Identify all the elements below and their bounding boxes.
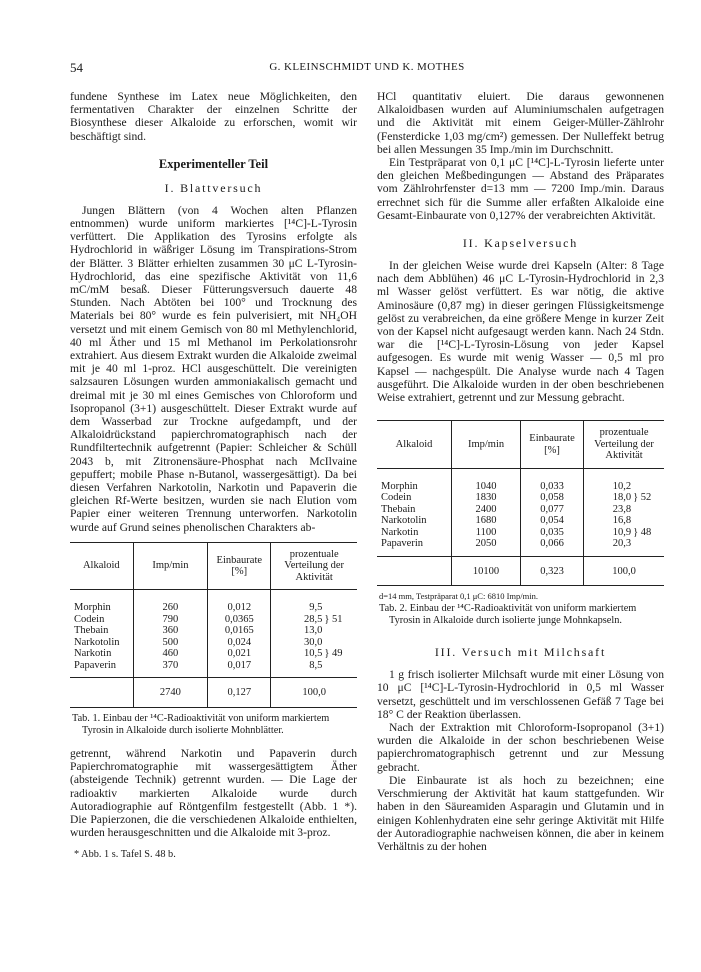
- table-cell: 500: [133, 637, 208, 649]
- test-preparation-paragraph: Ein Testpräparat von 0,1 μC [¹⁴C]-L-Tyrosin lieferte unter den gleichen Meßbedingungen — Abstand des Präparates vom Zählrohrfenster d=13 mm — 7200 Imp./min. Daraus errechnet sich für die Summe aller erfaßten Alkaloide eine Gesamt-Einbaurate von 0,127% der verabreichten Aktivität.: [377, 156, 664, 222]
- table-cell: 10,2: [584, 468, 664, 492]
- table-cell: 0,012: [208, 590, 271, 614]
- table-cell: Codein: [74, 613, 105, 625]
- page-number: 54: [70, 60, 83, 75]
- table-2: [377, 420, 664, 586]
- table-row: [377, 527, 664, 539]
- table-header: prozentuale Verteilung der Aktivität: [584, 421, 664, 468]
- incorporation-paragraph: Die Einbaurate ist als hoch zu bezeichnen; eine Verschmierung der Aktivität hat kaum stattgefunden. Wir haben in den Säureamiden Asparagin und Glutamin und in einigen Kohlenhydraten eine sehr geringe Aktivität mit Hilfe der Autoradiographie nachweisen können, die aber in keinem Verhältnis zu der hohen: [377, 773, 664, 853]
- table-header: Einbaurate [%]: [208, 543, 271, 590]
- capsule-paragraph: In der gleichen Weise wurde drei Kapseln (Alter: 8 Tage nach dem Abblühen) 46 μC L-Tyrosin-Hydrochlorid in 2,3 ml Wasser gelöst verfüttert. Es war nötig, die aktive Aminosäure (0,87 mg) in dieser geringen Flüssigkeitsmenge gelöst zu verabreichen, da eine größere Menge in kurzer Zeit von der Kapsel nicht aufgesaugt werden kann. Nach 24 Stdn. war die [¹⁴C]-L-Tyrosin-Lösung von jeder Kapsel aufgesogen. Es wurde mit wenig Wasser — 0,5 ml pro Kapsel — nachgespült. Die Analyse wurde nach 4 Tagen ausgeführt. Die Alkaloide wurden in der oben beschriebenen Weise extrahiert, getrennt und zur Messung gebracht.: [377, 259, 664, 405]
- table-cell: 370: [133, 660, 208, 678]
- table-cell: Morphin: [74, 602, 111, 614]
- extraction-paragraph: Nach der Extraktion mit Chloroform-Isopropanol (3+1) wurden die Alkaloide in der schon beschriebenen Weise papierchromatographisch getrennt und zur Messung gebracht.: [377, 721, 664, 774]
- latex-paragraph: 1 g frisch isolierter Milchsaft wurde mit einer Lösung von 10 μC [¹⁴C]-L-Tyrosin-Hydrochlorid in 0,5 ml Wasser versetzt, geschüttelt und im verschlossenen Gefäß 7 Tage bei 18° C der Reaktion überlassen.: [377, 668, 664, 721]
- table-cell: 100,0: [584, 556, 664, 585]
- subsection-title: I. Blattversuch: [164, 180, 263, 195]
- table-row: [70, 648, 357, 660]
- table-cell: 260: [133, 590, 208, 614]
- table-header: Einbaurate [%]: [520, 421, 583, 468]
- table-cell: 0,323: [520, 556, 583, 585]
- table-row: [70, 625, 357, 637]
- table-cell: 0,127: [208, 678, 271, 707]
- table-cell: 9,5: [271, 590, 357, 614]
- table-cell: Narkotin: [381, 526, 419, 538]
- table-cell: 0,0165: [208, 625, 271, 637]
- group-sum: 52: [640, 492, 652, 504]
- table-cell: 360: [133, 625, 208, 637]
- page-header: [70, 60, 664, 76]
- table-cell: 18,0 } 52: [584, 492, 664, 504]
- table-cell: [70, 678, 133, 707]
- intro-paragraph: fundene Synthese im Latex neue Möglichkeiten, den fermentativen Charakter der einzelnen Schritte der Biosynthese dieser Alkaloide zu erforschen, womit wir beschäftigt sind.: [70, 90, 357, 143]
- subsection-title-2: II. Kapselversuch: [462, 236, 579, 251]
- table-cell: 10100: [452, 556, 521, 585]
- table-row: [70, 660, 357, 678]
- table-1: [70, 542, 357, 708]
- table-row: [377, 538, 664, 556]
- table-cell: Narkotolin: [381, 515, 427, 527]
- table-1-grid: [70, 543, 357, 707]
- table-cell: 0,066: [520, 538, 583, 556]
- table-cell: [377, 556, 452, 585]
- table-cell: Narkotolin: [74, 636, 120, 648]
- table-row: [377, 468, 664, 492]
- table-cell: 1680: [452, 515, 521, 527]
- table-row: [70, 637, 357, 649]
- section-title: Experimenteller Teil: [158, 156, 269, 171]
- table-2-note: d=14 mm, Testpräparat 0,1 μC: 6810 Imp/min.: [379, 591, 538, 602]
- table-cell: 0,024: [208, 637, 271, 649]
- table-header: Alkaloid: [70, 543, 133, 590]
- table-cell: 0,077: [520, 504, 583, 516]
- table-cell: Codein: [381, 492, 412, 504]
- table-cell: Narkotin: [74, 648, 112, 660]
- table-cell: 0,017: [208, 660, 271, 678]
- table-cell: 1830: [452, 492, 521, 504]
- table-cell: 28,5 } 51: [271, 614, 357, 626]
- table-cell: 1040: [452, 468, 521, 492]
- table-cell: 0,0365: [208, 614, 271, 626]
- table-cell: 30,0: [271, 637, 357, 649]
- table-cell: 2050: [452, 538, 521, 556]
- table-cell: 2740: [133, 678, 208, 707]
- subsection-title-3: III. Versuch mit Milchsaft: [434, 645, 607, 660]
- table-cell: 0,058: [520, 492, 583, 504]
- table-cell: Papaverin: [381, 538, 423, 550]
- table-cell: 10,5 } 49: [271, 648, 357, 660]
- group-sum: 49: [332, 648, 343, 660]
- table-cell: 0,054: [520, 515, 583, 527]
- table-row: [70, 590, 357, 614]
- running-head: G. KLEINSCHMIDT UND K. MOTHES: [269, 61, 465, 73]
- left-column: [70, 90, 357, 860]
- table-cell: Thebain: [74, 625, 109, 637]
- table-1-caption: Tab. 1. Einbau der ¹⁴C-Radioaktivität von uniform markiertem Tyrosin in Alkaloide durch isolierte Mohnblätter.: [72, 712, 330, 736]
- table-cell: 1100: [452, 527, 521, 539]
- table-cell: 13,0: [271, 625, 357, 637]
- table-header: prozentuale Verteilung der Aktivität: [271, 543, 357, 590]
- table-cell: 23,8: [584, 504, 664, 516]
- method-paragraph: Jungen Blättern (von 4 Wochen alten Pflanzen entnommen) wurde uniform markiertes [¹⁴C]-L-Tyrosin verfüttert. Die Applikation des Tyrosins erfolgte als Hydrochlorid in wäßriger Lösung im Transpirations-Strom der Blätter. 3 Blätter erhielten zusammen 30 μC L-Tyrosin-Hydrochlorid, das eine spezifische Aktivität von 11,6 mC/mM besaß. Dieser Fütterungsversuch dauerte 48 Stunden. Nach Abtöten bei 100° und Trocknung des Materials bei 80° wurde es fein pulverisiert, mit NH₄OH versetzt und mit einem Gemisch von 80 ml Methylenchlorid, 40 ml Äther und 15 ml Methanol im Perkolationsrohr extrahiert. Aus diesem Extrakt wurden die Alkaloide zweimal mit je 40 ml 1-proz. HCl ausgeschüttelt. Die vereinigten salzsauren Lösungen wurden ammoniakalisch gemacht und dreimal mit je 30 ml eines Gemisches von Chloroform und Isopropanol (3+1) ausgeschüttelt. Dieser Extrakt wurde auf dem Wasserbad zur Trockne aufgedampft, und der Alkaloidrückstand papierchromatographisch nach der Rundfiltertechnik aufgetrennt (Papier: Schleicher & Schüll 2043 b, mit Zitronensäure-Phosphat nach McIlvaine gepuffert; mobile Phase n-Butanol, wassergesättigt). Da bei diesen Verfahren Narkotolin, Narkotin und Papaverin die gleichen Rf-Werte besitzen, wurden sie nach Elution vom Papier einer weiteren Trennung unterworfen. Narkotolin wurde auf Grund seines phenolischen Charakters ab-: [70, 203, 357, 534]
- table-2-grid: [377, 421, 664, 585]
- table-2-caption: Tab. 2. Einbau der ¹⁴C-Radioaktivität von uniform markiertem Tyrosin in Alkaloide durch isolierte junge Mohnkapseln.: [379, 603, 637, 627]
- table-cell: 100,0: [271, 678, 357, 707]
- table-cell: 0,033: [520, 468, 583, 492]
- table-cell: 0,035: [520, 527, 583, 539]
- table-header: Alkaloid: [377, 421, 452, 468]
- table-header: Imp/min: [133, 543, 208, 590]
- table-cell: Papaverin: [74, 659, 116, 671]
- measurement-paragraph: HCl quantitativ eluiert. Die daraus gewonnenen Alkaloidbasen wurden auf Aluminiumschalen aufgetragen und die Aktivität mit einem Geiger-Müller-Zählrohr (Fensterdicke 1,03 mg/cm²) gemessen. Der Nulleffekt betrug bei allen Messungen 35 Imp./min im Durchschnitt.: [377, 90, 664, 156]
- table-total-row: [377, 556, 664, 585]
- right-column: [377, 90, 664, 853]
- table-cell: 0,021: [208, 648, 271, 660]
- table-row: [377, 515, 664, 527]
- table-cell: 460: [133, 648, 208, 660]
- table-header: Imp/min: [452, 421, 521, 468]
- table-cell: Thebain: [381, 503, 416, 515]
- table-cell: 10,9 } 48: [584, 527, 664, 539]
- table-total-row: [70, 678, 357, 707]
- table-cell: 20,3: [584, 538, 664, 556]
- table-row: [377, 504, 664, 516]
- group-sum: 48: [640, 526, 652, 538]
- table-row: [70, 614, 357, 626]
- table-cell: Morphin: [381, 480, 418, 492]
- table-cell: 2400: [452, 504, 521, 516]
- table-cell: 790: [133, 614, 208, 626]
- group-sum: 51: [332, 613, 343, 625]
- table-cell: 8,5: [271, 660, 357, 678]
- table-row: [377, 492, 664, 504]
- continuation-paragraph: getrennt, während Narkotin und Papaverin durch Papierchromatographie mit wassergesättigtem Äther (absteigende Technik) getrennt wurden. — Die Lage der radioaktiv markierten Alkaloide wurde durch Autoradiographie auf Röntgenfilm festgestellt (Abb. 1 *). Die Papierzonen, die die verschiedenen Alkaloide enthielten, wurden herausgeschnitten und die Alkaloide mit 3-proz.: [70, 746, 357, 840]
- footnote: * Abb. 1 s. Tafel S. 48 b.: [74, 849, 176, 861]
- table-cell: 16,8: [584, 515, 664, 527]
